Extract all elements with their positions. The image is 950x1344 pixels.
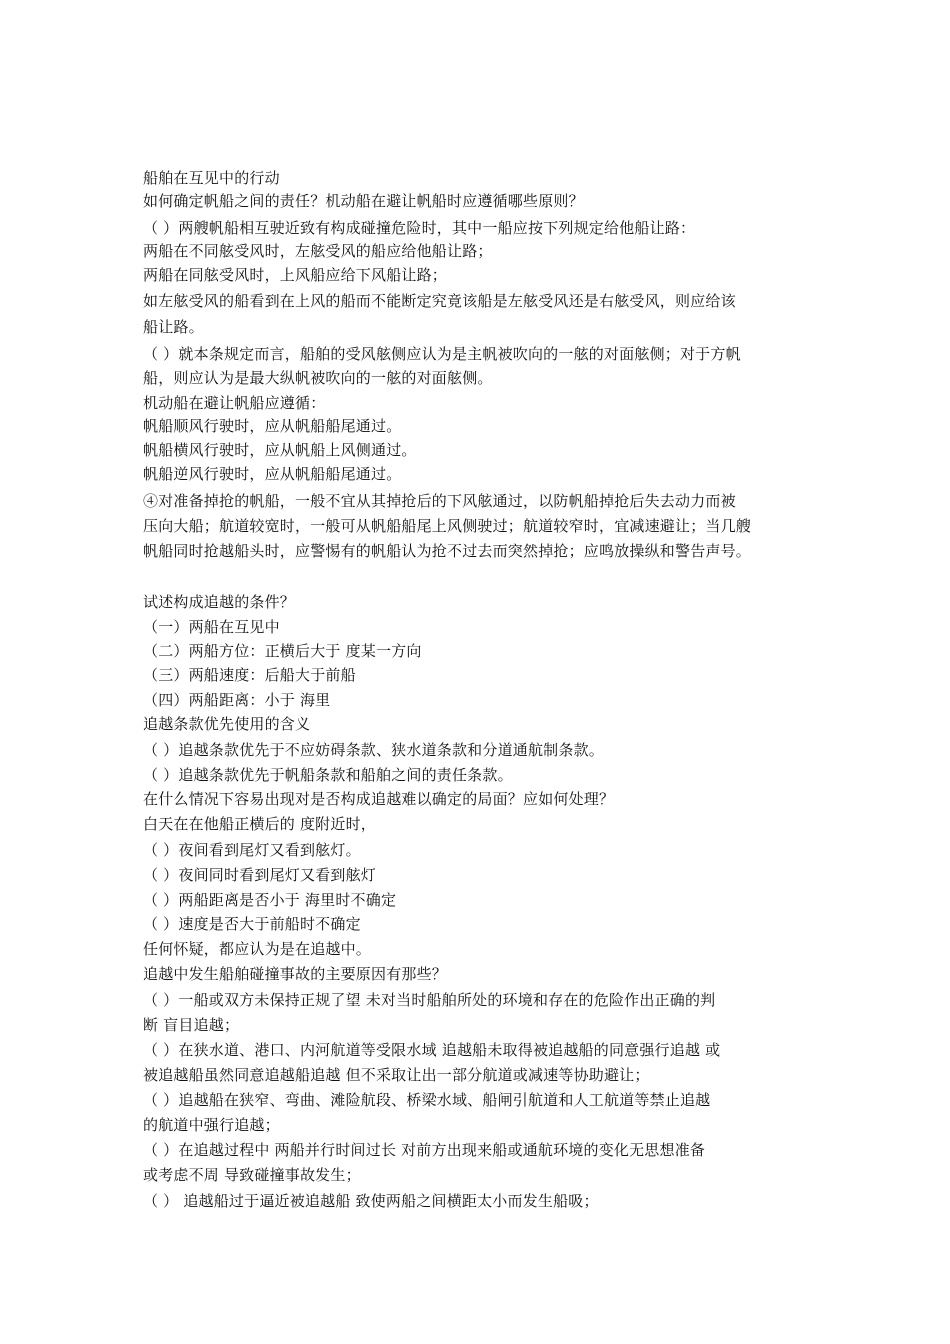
text-line: （ ）夜间同时看到尾灯又看到舷灯 bbox=[143, 866, 376, 884]
text-line: ④对准备掉抢的帆船，一般不宜从其掉抢后的下风舷通过，以防帆船掉抢后失去动力而被 bbox=[143, 492, 736, 510]
text-line: 被追越船虽然同意追越船追越 但不采取让出一部分航道或减速等协助避让； bbox=[143, 1066, 650, 1084]
text-line: （ ）速度是否大于前船时不确定 bbox=[143, 915, 361, 933]
text-line: 帆船同时抢越船头时，应警惕有的帆船认为抢不过去而突然掉抢；应鸣放操纵和警告声号。 bbox=[143, 542, 752, 560]
text-line: 帆船逆风行驶时，应从帆船船尾通过。 bbox=[143, 465, 402, 483]
text-line: 两船在同舷受风时，上风船应给下风船让路； bbox=[143, 266, 448, 284]
text-line: （二）两船方位：正横后大于 度某一方向 bbox=[143, 642, 422, 660]
text-line: （ ）在狭水道、港口、内河航道等受限水域 追越船未取得被追越船的同意强行追越 或 bbox=[143, 1041, 721, 1059]
text-line: （ ）两船距离是否小于 海里时不确定 bbox=[143, 891, 397, 909]
question-line: 追越条款优先使用的含义 bbox=[143, 715, 311, 733]
text-line: （ ）夜间看到尾灯又看到舷灯。 bbox=[143, 841, 361, 859]
text-line: （ ） 追越船过于逼近被追越船 致使两船之间横距太小而发生船吸； bbox=[143, 1192, 599, 1210]
text-line: 或考虑不周 导致碰撞事故发生； bbox=[143, 1166, 361, 1184]
text-line: （ ）追越条款优先于帆船条款和船舶之间的责任条款。 bbox=[143, 766, 513, 784]
question-line: 如何确定帆船之间的责任？机动船在避让帆船时应遵循哪些原则？ bbox=[143, 192, 584, 210]
text-line: 船让路。 bbox=[143, 318, 204, 336]
text-line: （ ）一船或双方未保持正规了望 未对当时船舶所处的环境和存在的危险作出正确的判 bbox=[143, 991, 716, 1009]
text-line: 的航道中强行追越； bbox=[143, 1116, 280, 1134]
text-line: （ ）追越条款优先于不应妨碍条款、狭水道条款和分道通航制条款。 bbox=[143, 741, 604, 759]
text-line: 帆船顺风行驶时，应从帆船船尾通过。 bbox=[143, 417, 402, 435]
section-heading: 船舶在互见中的行动 bbox=[143, 169, 280, 187]
text-line: （ ）两艘帆船相互驶近致有构成碰撞危险时，其中一船应按下列规定给他船让路： bbox=[143, 219, 696, 237]
question-line: 试述构成追越的条件？ bbox=[143, 593, 296, 611]
text-line: （一）两船在互见中 bbox=[143, 618, 280, 636]
text-line: 帆船横风行驶时，应从帆船上风侧通过。 bbox=[143, 441, 417, 459]
text-line: 两船在不同舷受风时，左舷受风的船应给他船让路； bbox=[143, 242, 493, 260]
text-line: 压向大船；航道较宽时，一般可从帆船船尾上风侧驶过；航道较窄时，宜减速避让；当几艘 bbox=[143, 517, 752, 535]
text-line: 机动船在避让帆船应遵循： bbox=[143, 394, 326, 412]
text-line: 船，则应认为是最大纵帆被吹向的一舷的对面舷侧。 bbox=[143, 369, 493, 387]
text-line: （三）两船速度：后船大于前船 bbox=[143, 666, 356, 684]
text-line: （ ）就本条规定而言，船舶的受风舷侧应认为是主帆被吹向的一舷的对面舷侧；对于方帆 bbox=[143, 345, 741, 363]
text-line: （ ）追越船在狭窄、弯曲、滩险航段、桥梁水域、船闸引航道和人工航道等禁止追越 bbox=[143, 1091, 711, 1109]
text-line: 白天在在他船正横后的 度附近时， bbox=[143, 815, 376, 833]
question-line: 在什么情况下容易出现对是否构成追越难以确定的局面？应如何处理？ bbox=[143, 790, 615, 808]
text-line: 任何怀疑，都应认为是在追越中。 bbox=[143, 940, 372, 958]
text-line: 断 盲目追越； bbox=[143, 1016, 240, 1034]
question-line: 追越中发生船舶碰撞事故的主要原因有那些？ bbox=[143, 965, 448, 983]
text-line: （ ）在追越过程中 两船并行时间过长 对前方出现来船或通航环境的变化无思想准备 bbox=[143, 1141, 706, 1159]
text-line: （四）两船距离：小于 海里 bbox=[143, 691, 331, 709]
text-line: 如左舷受风的船看到在上风的船而不能断定究竟该船是左舷受风还是右舷受风，则应给该 bbox=[143, 292, 736, 310]
